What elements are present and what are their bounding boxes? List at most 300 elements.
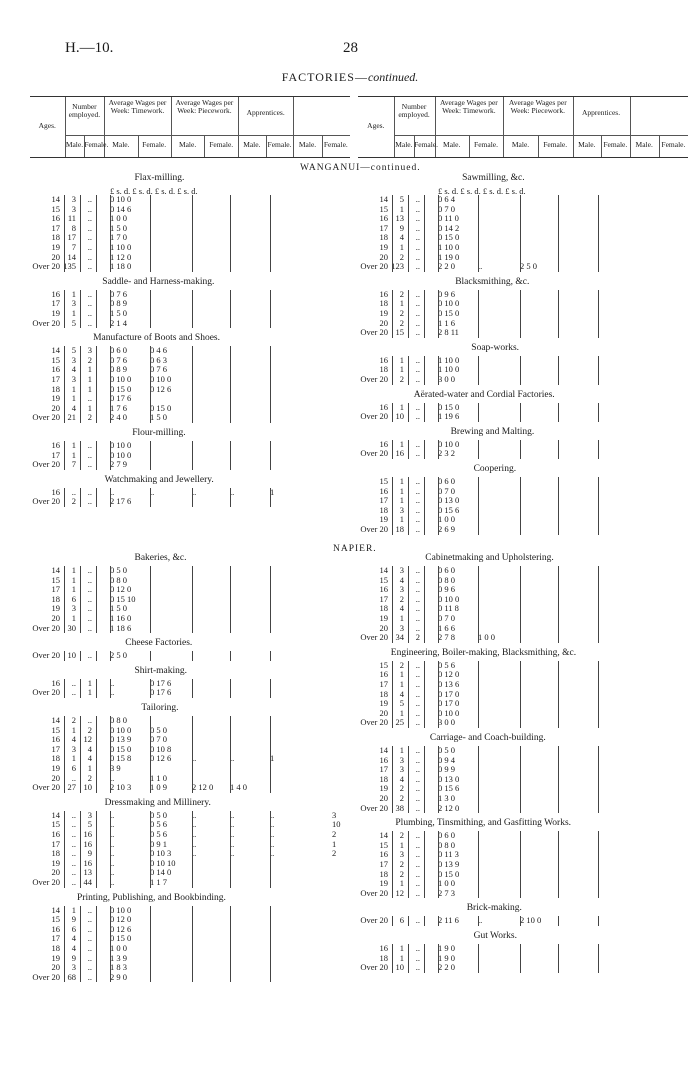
cell-tm: 1 0 0 <box>110 213 127 224</box>
cell-tm: .. <box>110 857 115 868</box>
cell-tf: 0 5 0 <box>150 809 167 820</box>
cell-m: 2 <box>71 715 76 725</box>
column-rule <box>520 746 521 813</box>
cell-am: .. <box>270 829 275 839</box>
cell-tm: 0 12 0 <box>438 669 460 680</box>
cell-tm: 0 8 0 <box>438 839 455 850</box>
column-rule <box>438 477 439 535</box>
cell-m: 3 <box>71 298 76 309</box>
table-row <box>30 679 350 688</box>
cell-age: 16 <box>379 288 388 299</box>
cell-m: 1 <box>399 878 404 889</box>
header-appr: Apprentices. <box>246 108 285 117</box>
cell-m: 2 <box>399 374 404 384</box>
cell-m: 16 <box>395 448 404 459</box>
header-ages: Ages. <box>367 121 385 130</box>
cell-f: 2 <box>87 724 92 735</box>
column-rule <box>64 441 65 470</box>
column-rule <box>408 440 409 459</box>
table-row <box>30 460 350 469</box>
table-row <box>30 726 350 735</box>
column-rule <box>558 290 559 338</box>
column-rule <box>64 651 65 661</box>
cell-age: 18 <box>379 952 388 963</box>
cell-age: 17 <box>379 764 388 775</box>
table-row <box>30 604 350 613</box>
header-male: Male. <box>443 140 461 149</box>
cell-f: .. <box>415 298 420 309</box>
column-rule <box>520 661 521 728</box>
block-title: Watchmaking and Jewellery. <box>104 474 214 485</box>
cell-f: .. <box>415 438 420 449</box>
cell-age: 16 <box>51 213 60 224</box>
cell-f: .. <box>415 251 420 262</box>
cell-tf: 0 17 6 <box>150 687 172 698</box>
cell-age: 15 <box>379 574 388 585</box>
cell-m: 2 <box>399 793 404 803</box>
cell-age: 14 <box>51 715 60 725</box>
cell-m: 1 <box>399 952 404 963</box>
column-rule <box>478 831 479 898</box>
cell-tf: .. <box>150 486 155 497</box>
cell-age: 18 <box>379 232 388 243</box>
cell-age: 17 <box>379 593 388 604</box>
cell-f: .. <box>415 574 420 585</box>
cell-m: 3 <box>71 743 76 754</box>
cell-age: 18 <box>51 593 60 604</box>
column-rule <box>424 440 425 459</box>
cell-m: 2 <box>399 251 404 262</box>
cell-age: 16 <box>379 354 388 365</box>
block-title: Saddle- and Harness-making. <box>102 276 215 287</box>
cell-m: 4 <box>399 603 404 614</box>
cell-f: 12 <box>83 734 92 745</box>
cell-f: .. <box>415 476 420 486</box>
cell-age: Over 20 <box>32 459 60 470</box>
table-row <box>30 404 350 413</box>
cell-pm: .. <box>192 819 197 830</box>
cell-tm: 0 11 3 <box>438 849 459 860</box>
cell-age: 14 <box>51 565 60 575</box>
cell-age: 14 <box>51 345 60 356</box>
cell-am: .. <box>270 809 275 820</box>
cell-f: .. <box>415 524 420 534</box>
column-rule <box>598 195 599 272</box>
left-column <box>30 160 350 1064</box>
table-row <box>30 319 350 328</box>
cell-age: 20 <box>51 962 60 973</box>
column-rule <box>392 944 393 973</box>
header-male: Male. <box>395 140 413 149</box>
cell-pf: .. <box>230 829 235 839</box>
cell-m: 3 <box>71 374 76 384</box>
table-row <box>30 783 350 792</box>
cell-m: 4 <box>399 232 404 243</box>
table-row <box>30 915 350 924</box>
header-male: Male. <box>635 140 653 149</box>
table-row <box>30 849 350 858</box>
cell-m: 1 <box>399 438 404 449</box>
cell-m: 30 <box>67 622 76 633</box>
cell-f: .. <box>87 486 92 497</box>
cell-tf: 0 12 6 <box>150 383 172 394</box>
cell-tm: 2 6 9 <box>438 524 455 534</box>
cell-m: 5 <box>71 317 76 328</box>
cell-f: .. <box>415 401 420 412</box>
cell-age: 17 <box>379 495 388 506</box>
cell-f: .. <box>415 887 420 898</box>
cell-m: 2 <box>399 830 404 841</box>
cell-tm: 1 5 0 <box>110 603 127 614</box>
cell-f: .. <box>415 504 420 515</box>
cell-m: 18 <box>395 524 404 534</box>
cell-age: 20 <box>51 251 60 262</box>
column-rule <box>110 346 111 423</box>
block-title: Coopering. <box>473 464 517 474</box>
column-rule <box>438 661 439 728</box>
cell-age: 18 <box>379 364 388 375</box>
table-row <box>30 754 350 763</box>
cell-tm: .. <box>110 772 115 783</box>
column-rule <box>270 346 271 423</box>
cell-f: .. <box>415 679 420 689</box>
column-rule <box>408 477 409 535</box>
cell-tm: 0 9 4 <box>438 754 455 765</box>
cell-af: 3 <box>332 809 337 820</box>
header-female: Female. <box>603 140 628 149</box>
cell-f: .. <box>415 242 420 252</box>
cell-af: 2 <box>332 829 337 839</box>
column-rule <box>424 661 425 728</box>
cell-age: 20 <box>379 622 388 633</box>
column-rule <box>438 916 439 926</box>
cell-age: Over 20 <box>360 802 388 813</box>
cell-f: .. <box>415 261 420 272</box>
cell-tf: 0 5 0 <box>150 724 167 735</box>
table-row <box>30 243 350 252</box>
cell-m: .. <box>71 857 76 868</box>
column-rule <box>80 679 81 698</box>
table-row <box>30 925 350 934</box>
cell-age: 17 <box>51 933 60 944</box>
column-rule <box>230 346 231 423</box>
column-rule <box>598 403 599 422</box>
column-rule <box>270 195 271 272</box>
column-rule <box>598 290 599 338</box>
cell-f: 2 <box>87 412 92 423</box>
column-rule <box>150 811 151 888</box>
cell-f: .. <box>87 203 92 214</box>
cell-f: 9 <box>87 848 92 859</box>
column-rule <box>438 356 439 385</box>
cell-m: 1 <box>399 613 404 623</box>
cell-age: 17 <box>51 449 60 460</box>
cell-age: 14 <box>379 745 388 755</box>
cell-tf: 0 10 10 <box>150 857 176 868</box>
cell-age: 19 <box>379 242 388 252</box>
cell-age: 19 <box>379 308 388 318</box>
block-title: Gut Works. <box>473 931 517 941</box>
column-rule <box>478 195 479 272</box>
table-row <box>30 488 350 497</box>
cell-age: Over 20 <box>360 524 388 534</box>
column-rule <box>64 290 65 328</box>
column-rule <box>408 661 409 728</box>
column-rule <box>80 716 81 793</box>
cell-f: .. <box>87 298 92 309</box>
column-rule <box>96 195 97 272</box>
column-rule <box>392 356 393 385</box>
cell-f: 2 <box>415 632 420 643</box>
column-rule <box>110 290 111 328</box>
cell-f: .. <box>415 859 420 869</box>
cell-af: 1 <box>332 838 337 849</box>
column-rule <box>392 403 393 422</box>
cell-tm: 0 9 6 <box>438 584 455 595</box>
table-row <box>30 585 350 594</box>
block-title: Dressmaking and Millinery. <box>104 797 211 808</box>
column-rule <box>424 290 425 338</box>
cell-tm: 2 11 6 <box>438 915 459 926</box>
cell-f: .. <box>415 374 420 384</box>
column-rule <box>598 944 599 973</box>
block-title: Flour-milling. <box>132 428 186 438</box>
cell-tm: 0 10 0 <box>110 440 132 450</box>
header-male: Male. <box>578 140 596 149</box>
cell-m: 9 <box>399 222 404 233</box>
column-rule <box>192 488 193 507</box>
cell-tm: 0 5 6 <box>438 659 455 670</box>
column-rule <box>96 716 97 793</box>
cell-m: 3 <box>71 194 76 204</box>
cell-tm: .. <box>110 838 115 849</box>
cell-m: 1 <box>399 669 404 680</box>
cell-f: .. <box>415 688 420 699</box>
block-title: Brick-making. <box>466 903 522 914</box>
cell-tm: .. <box>110 877 115 887</box>
cell-tf: 0 15 0 <box>150 402 172 413</box>
cell-tf: 0 14 0 <box>150 867 172 878</box>
cell-tm: 2 3 2 <box>438 448 455 459</box>
cell-m: 1 <box>399 839 404 850</box>
cell-f: 2 <box>87 772 92 783</box>
cell-f: .. <box>415 622 420 633</box>
cell-tm: 0 8 0 <box>110 574 127 585</box>
cell-tf: 0 5 6 <box>150 829 167 839</box>
cell-m: 12 <box>395 887 404 898</box>
column-rule <box>230 195 231 272</box>
cell-m: 3 <box>399 849 404 860</box>
cell-m: 21 <box>67 412 76 423</box>
cell-age: 16 <box>379 438 388 449</box>
cell-pm: .. <box>192 486 197 497</box>
column-rule <box>520 831 521 898</box>
cell-m: 3 <box>399 622 404 633</box>
cell-am: 1 <box>270 753 275 764</box>
column-rule <box>110 651 111 661</box>
table-row <box>30 441 350 450</box>
column-rule <box>192 716 193 793</box>
cell-f: .. <box>415 878 420 889</box>
table-row <box>30 413 350 422</box>
table-row <box>30 346 350 355</box>
cell-pf: .. <box>230 848 235 859</box>
cell-age: Over 20 <box>32 877 60 887</box>
block-title: Tailoring. <box>141 703 179 713</box>
header-male: Male. <box>112 140 130 149</box>
cell-age: 20 <box>51 402 60 413</box>
cell-tm: 2 2 0 <box>438 261 455 272</box>
cell-tm: 1 19 6 <box>438 411 460 422</box>
cell-f: .. <box>87 715 92 725</box>
cell-tf: 0 9 1 <box>150 838 167 849</box>
column-rule <box>110 716 111 793</box>
cell-tm: 1 16 0 <box>110 613 132 623</box>
cell-tf: 0 10 8 <box>150 743 172 754</box>
column-rule <box>110 441 111 470</box>
cell-tm: 0 15 0 <box>110 383 132 394</box>
cell-age: 19 <box>379 878 388 889</box>
cell-tm: 0 15 6 <box>438 783 460 794</box>
cell-m: 10 <box>395 962 404 973</box>
cell-f: .. <box>415 839 420 850</box>
cell-af: 2 <box>332 848 337 859</box>
table-row <box>30 595 350 604</box>
cell-tf: 0 4 6 <box>150 345 167 356</box>
cell-f: .. <box>87 593 92 604</box>
cell-tm: 1 5 0 <box>110 222 127 233</box>
column-rule <box>230 566 231 633</box>
cell-age: 17 <box>51 838 60 849</box>
cell-m: 10 <box>395 411 404 422</box>
cell-tm: 0 8 0 <box>438 574 455 585</box>
cell-tm: 0 5 0 <box>110 565 127 575</box>
cell-m: 9 <box>71 914 76 925</box>
column-rule <box>150 346 151 423</box>
cell-f: .. <box>415 411 420 422</box>
header-male: Male. <box>243 140 261 149</box>
cell-m: .. <box>71 877 76 887</box>
cell-m: 6 <box>71 923 76 934</box>
cell-age: 15 <box>379 839 388 850</box>
column-rule <box>438 290 439 338</box>
cell-f: .. <box>415 317 420 328</box>
cell-tm: 2 9 0 <box>110 971 127 982</box>
cell-m: 4 <box>71 364 76 375</box>
cell-tm: 0 8 9 <box>110 298 127 309</box>
cell-age: 20 <box>379 317 388 328</box>
cell-age: Over 20 <box>360 632 388 643</box>
cell-tm: .. <box>110 819 115 830</box>
header-subdivider <box>266 135 267 157</box>
cell-m: 2 <box>399 317 404 328</box>
cell-tm: 0 6 0 <box>438 565 455 575</box>
cell-age: 17 <box>51 298 60 309</box>
cell-f: .. <box>415 613 420 623</box>
cell-f: .. <box>87 317 92 328</box>
column-rule <box>408 195 409 272</box>
cell-age: Over 20 <box>32 650 60 661</box>
cell-m: 1 <box>71 565 76 575</box>
cell-age: 16 <box>379 584 388 595</box>
cell-age: 20 <box>51 772 60 783</box>
cell-f: .. <box>415 565 420 575</box>
column-rule <box>230 811 231 888</box>
column-rule <box>424 746 425 813</box>
cell-f: .. <box>415 773 420 784</box>
cell-pm: .. <box>192 809 197 820</box>
column-rule <box>520 195 521 272</box>
cell-age: 15 <box>51 819 60 830</box>
cell-tm: 0 14 6 <box>110 203 132 214</box>
cell-tm: 2 17 6 <box>110 496 132 507</box>
block-title: Shirt-making. <box>134 665 188 676</box>
cell-m: 11 <box>67 213 76 224</box>
column-rule <box>392 290 393 338</box>
header-time: Average Wages per Week: Timework. <box>439 98 498 115</box>
header-subdivider <box>84 135 85 157</box>
cell-age: Over 20 <box>360 962 388 973</box>
column-rule <box>520 916 521 926</box>
table-header-right <box>358 96 688 158</box>
cell-f: .. <box>415 745 420 755</box>
table-row <box>30 224 350 233</box>
block-title: Sawmilling, &c. <box>462 173 525 183</box>
cell-am: .. <box>270 819 275 830</box>
cell-tf: 0 17 6 <box>150 677 172 688</box>
table-row <box>30 963 350 972</box>
cell-m: 1 <box>71 440 76 450</box>
cell-tm: .. <box>110 867 115 878</box>
table-row <box>30 385 350 394</box>
cell-pm: 2 5 0 <box>520 261 537 272</box>
column-rule <box>150 195 151 272</box>
cell-age: 16 <box>379 943 388 953</box>
cell-tm: .. <box>110 829 115 839</box>
cell-m: 34 <box>395 632 404 643</box>
cell-tm: 0 10 0 <box>110 724 132 735</box>
page-number: 28 <box>343 40 358 56</box>
cell-f: 1 <box>87 677 92 688</box>
cell-tm: 2 10 3 <box>110 782 132 793</box>
cell-m: 1 <box>71 308 76 318</box>
cell-age: 15 <box>51 724 60 735</box>
block-title: Plumbing, Tinsmithing, and Gasfitting Works. <box>395 818 572 829</box>
table-row <box>30 688 350 697</box>
table-row <box>30 309 350 318</box>
cell-tm: 1 9 0 <box>438 943 455 953</box>
cell-tm: 0 10 0 <box>110 904 132 915</box>
table-row <box>30 375 350 384</box>
cell-f: .. <box>415 327 420 338</box>
cell-age: 17 <box>51 222 60 233</box>
cell-tf: 0 7 6 <box>150 364 167 375</box>
cell-m: 1 <box>399 943 404 953</box>
cell-tm: .. <box>110 677 115 688</box>
cell-age: 20 <box>51 613 60 623</box>
block-title: Printing, Publishing, and Bookbinding. <box>77 892 226 903</box>
cell-f: .. <box>87 459 92 470</box>
cell-f: .. <box>415 802 420 813</box>
cell-tm: 0 9 9 <box>438 764 455 775</box>
cell-tm: 0 6 4 <box>438 194 455 204</box>
cell-f: .. <box>415 222 420 233</box>
column-rule <box>392 746 393 813</box>
cell-tm: 3 9 <box>110 763 121 773</box>
cell-f: 1 <box>87 374 92 384</box>
cell-age: 18 <box>379 773 388 784</box>
table-row <box>30 262 350 271</box>
